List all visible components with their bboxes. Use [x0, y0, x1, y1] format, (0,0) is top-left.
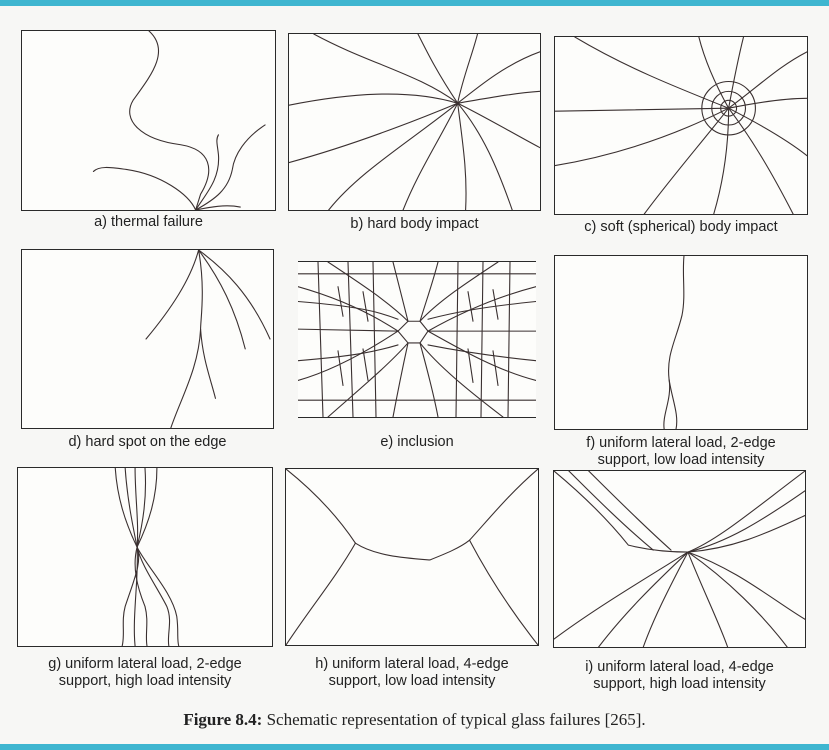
- crack-pattern-h: [286, 469, 538, 645]
- panel-d-hard-spot-edge: [21, 249, 274, 429]
- caption-a: a) thermal failure: [94, 214, 203, 230]
- panel-h-4edge-low: [285, 468, 539, 646]
- bottom-accent-bar: [0, 744, 829, 750]
- crack-pattern-g: [18, 468, 272, 646]
- crack-pattern-c: [555, 37, 807, 214]
- caption-i-line1: i) uniform lateral load, 4-edge: [585, 659, 774, 675]
- panel-f-2edge-low: [554, 255, 808, 430]
- figure-label: Figure 8.4:: [183, 710, 263, 729]
- caption-f-line2: support, low load intensity: [597, 452, 765, 468]
- crack-pattern-e: [298, 262, 536, 417]
- caption-g-line2: support, high load intensity: [58, 673, 232, 689]
- crack-pattern-i: [554, 471, 805, 647]
- crack-pattern-d: [22, 250, 273, 428]
- caption-f-line1: f) uniform lateral load, 2-edge: [586, 435, 776, 451]
- panel-c-soft-body-impact: [554, 36, 808, 215]
- caption-i-line2: support, high load intensity: [593, 676, 766, 692]
- figure-text: Schematic representation of typical glass failures [265].: [262, 710, 646, 729]
- crack-pattern-b: [289, 34, 540, 210]
- figure-page: [0, 6, 829, 744]
- panel-e-inclusion: [298, 261, 536, 418]
- caption-g-line1: g) uniform lateral load, 2-edge: [48, 656, 242, 672]
- caption-e: e) inclusion: [380, 434, 454, 450]
- panel-i-4edge-high: [553, 470, 806, 648]
- caption-h-line1: h) uniform lateral load, 4-edge: [315, 656, 509, 672]
- figure-caption: [0, 710, 829, 730]
- crack-pattern-a: [22, 31, 275, 210]
- panel-b-hard-body-impact: [288, 33, 541, 211]
- panel-g-2edge-high: [17, 467, 273, 647]
- caption-c: c) soft (spherical) body impact: [584, 219, 778, 235]
- crack-pattern-f: [555, 256, 807, 429]
- panel-a-thermal-failure: [21, 30, 276, 211]
- caption-h-line2: support, low load intensity: [328, 673, 496, 689]
- caption-b: b) hard body impact: [350, 216, 479, 232]
- caption-d: d) hard spot on the edge: [68, 434, 227, 450]
